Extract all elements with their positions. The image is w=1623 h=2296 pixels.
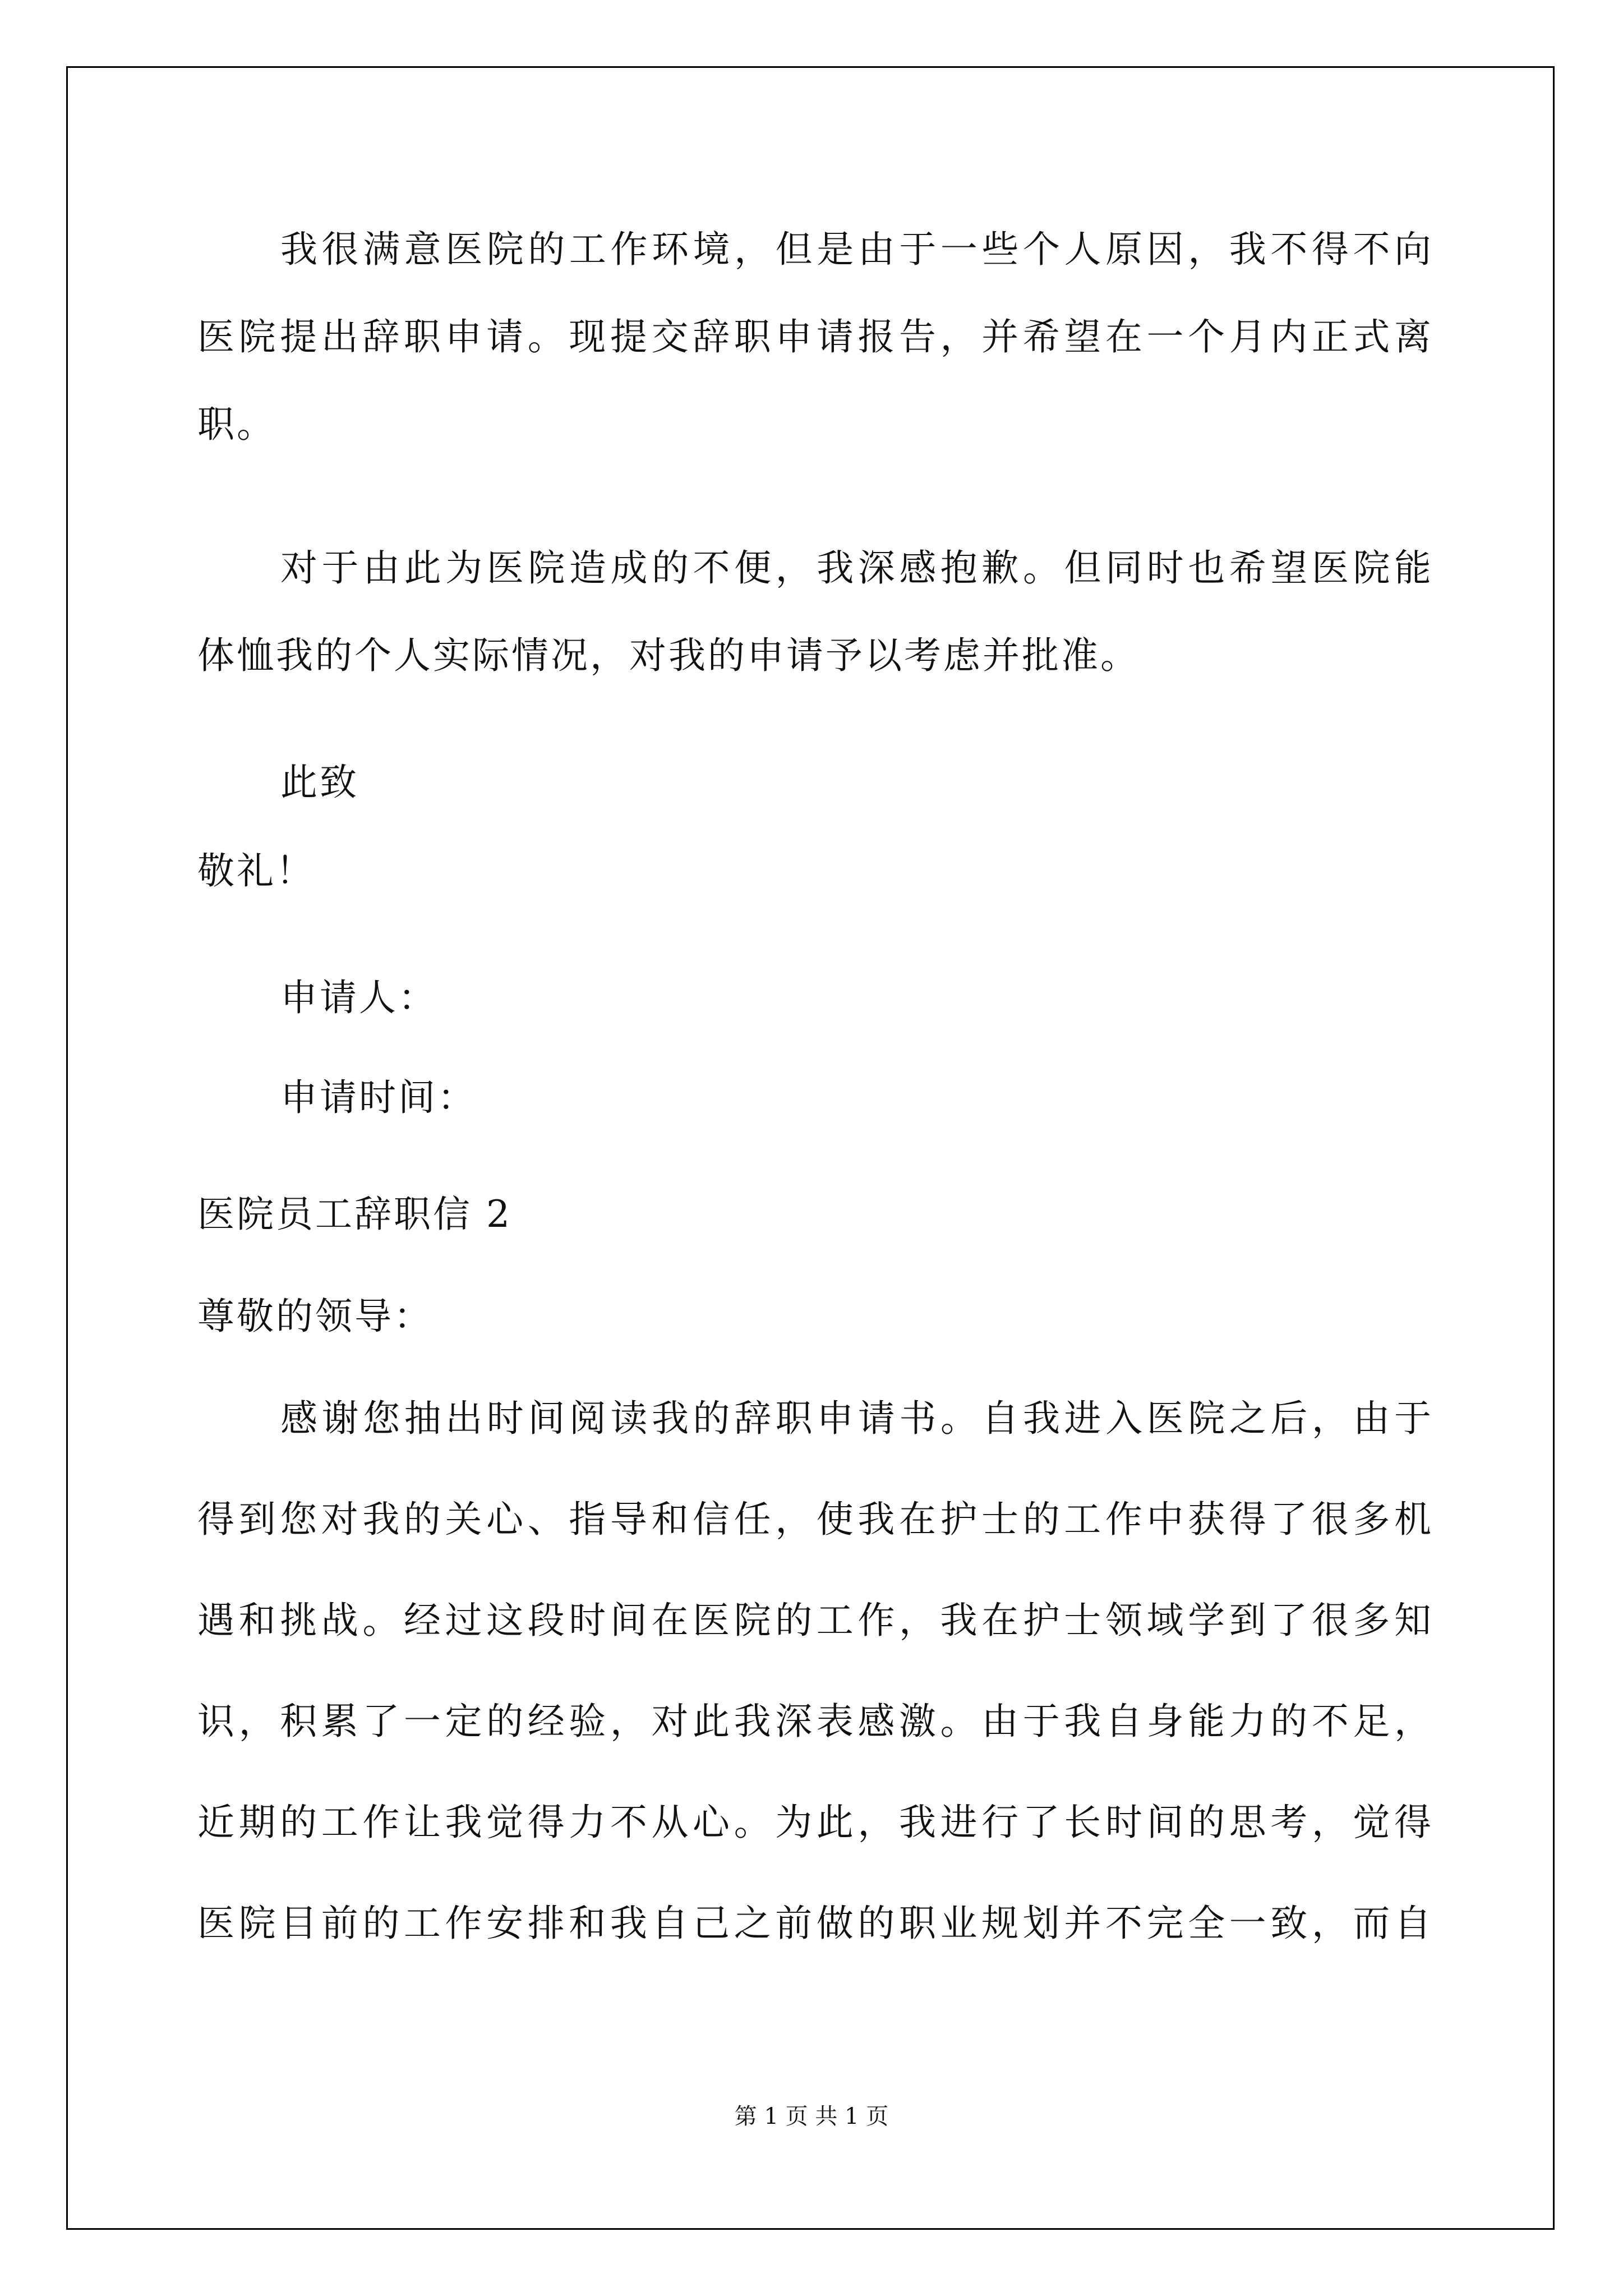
paragraph-2-line-2: 体恤我的个人实际情况，对我的申请予以考虑并批准。 [197, 634, 1140, 677]
paragraph-1-line-3: 职。 [197, 403, 276, 446]
paragraph-3-line-1: 感谢您抽出时间阅读我的辞职申请书。自我进入医院之后，由于 [280, 1397, 1431, 1440]
paragraph-2-line-1: 对于由此为医院造成的不便，我深感抱歉。但同时也希望医院能 [280, 546, 1431, 590]
paragraph-3-line-4: 识，积累了一定的经验，对此我深表感激。由于我自身能力的不足， [197, 1700, 1431, 1743]
letter-2-title: 医院员工辞职信 2 [197, 1193, 512, 1236]
paragraph-1-line-2: 医院提出辞职申请。现提交辞职申请报告，并希望在一个月内正式离 [197, 315, 1431, 358]
paragraph-1-line-1: 我很满意医院的工作环境，但是由于一些个人原因，我不得不向 [280, 228, 1431, 271]
page-footer: 第 1 页 共 1 页 [734, 2104, 889, 2129]
letter-2-greeting: 尊敬的领导： [197, 1295, 433, 1338]
closing-salutation: 此致 [280, 761, 359, 804]
paragraph-3-line-2: 得到您对我的关心、指导和信任，使我在护士的工作中获得了很多机 [197, 1498, 1431, 1541]
application-date-label: 申请时间： [280, 1076, 477, 1119]
paragraph-3-line-6: 医院目前的工作安排和我自己之前做的职业规划并不完全一致，而自 [197, 1902, 1431, 1945]
paragraph-3-line-5: 近期的工作让我觉得力不从心。为此，我进行了长时间的思考，觉得 [197, 1801, 1431, 1844]
paragraph-3-line-3: 遇和挑战。经过这段时间在医院的工作，我在护士领域学到了很多知 [197, 1599, 1431, 1642]
closing-regards: 敬礼！ [197, 849, 315, 892]
applicant-label: 申请人： [280, 976, 437, 1019]
